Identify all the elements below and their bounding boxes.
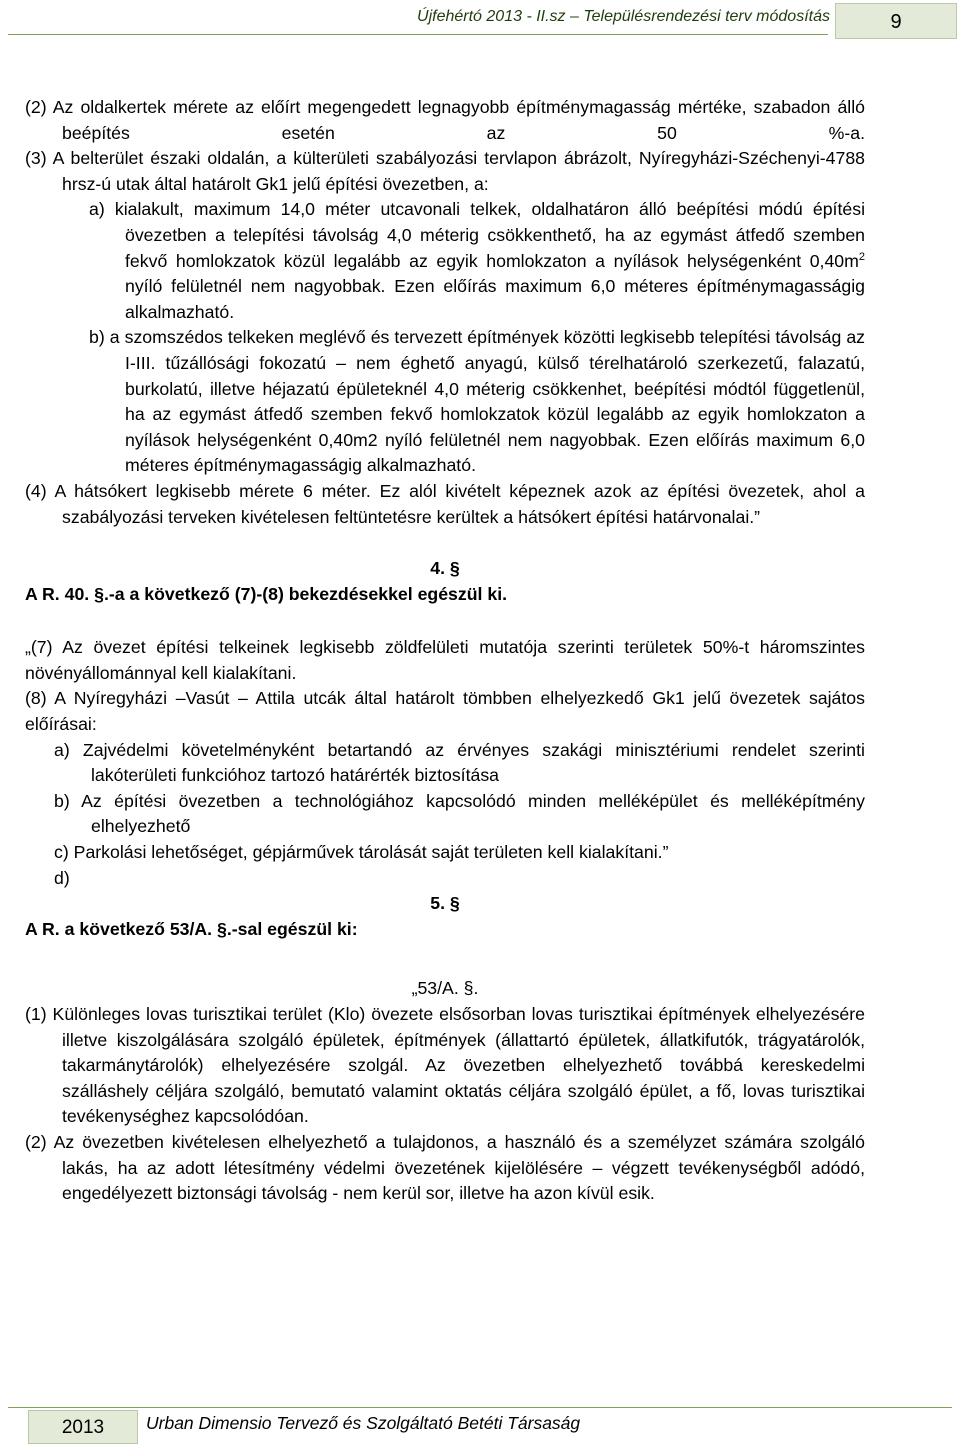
footer-company: Urban Dimensio Tervező és Szolgáltató Betéti Társaság xyxy=(146,1413,581,1433)
footer-rule xyxy=(8,1407,952,1408)
paragraph-8c: c) Parkolási lehetőséget, gépjárművek tárolását saját területen kell kialakítani.” xyxy=(54,842,669,863)
paragraph-4: (4) A hátsókert legkisebb mérete 6 méter. Ez alól kivételt képeznek azok az építési övezetek, ahol a szabályozási terveken kivételesen feltüntetésre kerültek a hátsókert építési határvonalai.” xyxy=(25,480,865,527)
section-4-number: 4. § xyxy=(430,558,460,579)
document-body xyxy=(25,95,865,1207)
page-number: 9 xyxy=(835,3,957,39)
paragraph-8a: a) Zajvédelmi követelményként betartandó az érvényes szakági minisztériumi rendelet szerinti lakóterületi funkcióhoz tartozó határérték biztosítása xyxy=(54,739,865,786)
section-53a-title: „53/A. §. xyxy=(411,978,479,999)
paragraph-8d: d) xyxy=(54,867,70,888)
paragraph-53a-1: (1) Különleges lovas turisztikai terület (Klo) övezete elsősorban lovas turisztikai építmények elhelyezésére illetve kiszolgálására szolgáló épületek, építmények (állattartó épületek, állatkifutók, trágyatárolók, takarmánytárolók) elhelyezésére szolgál. Az övezetben elhelyezhető továbbá kereskedelmi szálláshely céljára szolgáló, bemutató valamint oktatás céljára szolgáló épület, a fő, lovas turisztikai tevékenységhez kapcsolódóan. xyxy=(25,1004,865,1127)
section-5-title: A R. a következő 53/A. §.-sal egészül ki: xyxy=(25,918,358,939)
superscript-2: 2 xyxy=(858,250,865,263)
section-5-number: 5. § xyxy=(430,893,460,914)
paragraph-3a-text: a) kialakult, maximum 14,0 méter utcavonali telkek, oldalhatáron álló beépítési módú építési övezetben a telepítési távolság 4,0 méterig csökkenthető, ha az egymást átfedő szemben fekvő homlokzatok közül legalább az egyik homlokzaton a nyílások helységenként 0,40m xyxy=(89,199,865,271)
paragraph-8b: b) Az építési övezetben a technológiához kapcsolódó minden melléképület és melléképítmény elhelyezhető xyxy=(54,790,865,837)
paragraph-53a-2: (2) Az övezetben kivételesen elhelyezhető a tulajdonos, a használó és a személyzet számára szolgáló lakás, ha az adott létesítmény védelmi övezetének kijelölésére – végzett tevékenységből adódó, engedélyezett biztonsági távolság - nem kerül sor, illetve ha azon kívül esik. xyxy=(25,1131,865,1204)
paragraph-3b: b) a szomszédos telkeken meglévő és tervezett építmények közötti legkisebb telepítési távolság az I-III. tűzállósági fokozatú – nem éghető anyagú, külső térelhatároló szerkezetű, falazatú, burkolatú, illetve héjazatú épületeknél 4,0 méterig csökkenhet, beépítési módtól függetlenül, ha az egymást átfedő szemben fekvő homlokzatok közül legalább az egyik homlokzaton a nyílások helységenként 0,40m2 nyíló felületnél nem nagyobbak. Ezen előírás maximum 6,0 méteres építménymagasságig alkalmazható. xyxy=(89,327,865,476)
header-rule xyxy=(8,34,828,35)
section-4-title: A R. 40. §.-a a következő (7)-(8) bekezdésekkel egészül ki. xyxy=(25,583,508,604)
paragraph-3: (3) A belterület északi oldalán, a külterületi szabályozási tervlapon ábrázolt, Nyíregyházi-Széchenyi-4788 hrsz-ú utak által határolt Gk1 jelű építési övezetben, a: xyxy=(25,148,865,194)
paragraph-3a xyxy=(25,197,865,325)
header-title: Újfehértó 2013 - II.sz – Településrendezési terv módosítás xyxy=(417,8,830,25)
paragraph-8: (8) A Nyíregyházi –Vasút – Attila utcák által határolt tömbben elhelyezkedő Gk1 jelű övezetek sajátos előírásai: xyxy=(25,688,865,735)
paragraph-2: (2) Az oldalkertek mérete az előírt megengedett legnagyobb építménymagasság mértéke, szabadon álló beépítés esetén az 50 %-a. xyxy=(25,97,865,143)
paragraph-7: „(7) Az övezet építési telkeinek legkisebb zöldfelületi mutatója szerinti területek 50%-t háromszintes növényállománnyal kell kialakítani. xyxy=(25,637,865,683)
footer-year: 2013 xyxy=(28,1410,138,1444)
paragraph-3a-text-end: nyíló felületnél nem nagyobbak. Ezen előírás maximum 6,0 méteres építménymagasságig alkalmazható. xyxy=(125,276,865,322)
